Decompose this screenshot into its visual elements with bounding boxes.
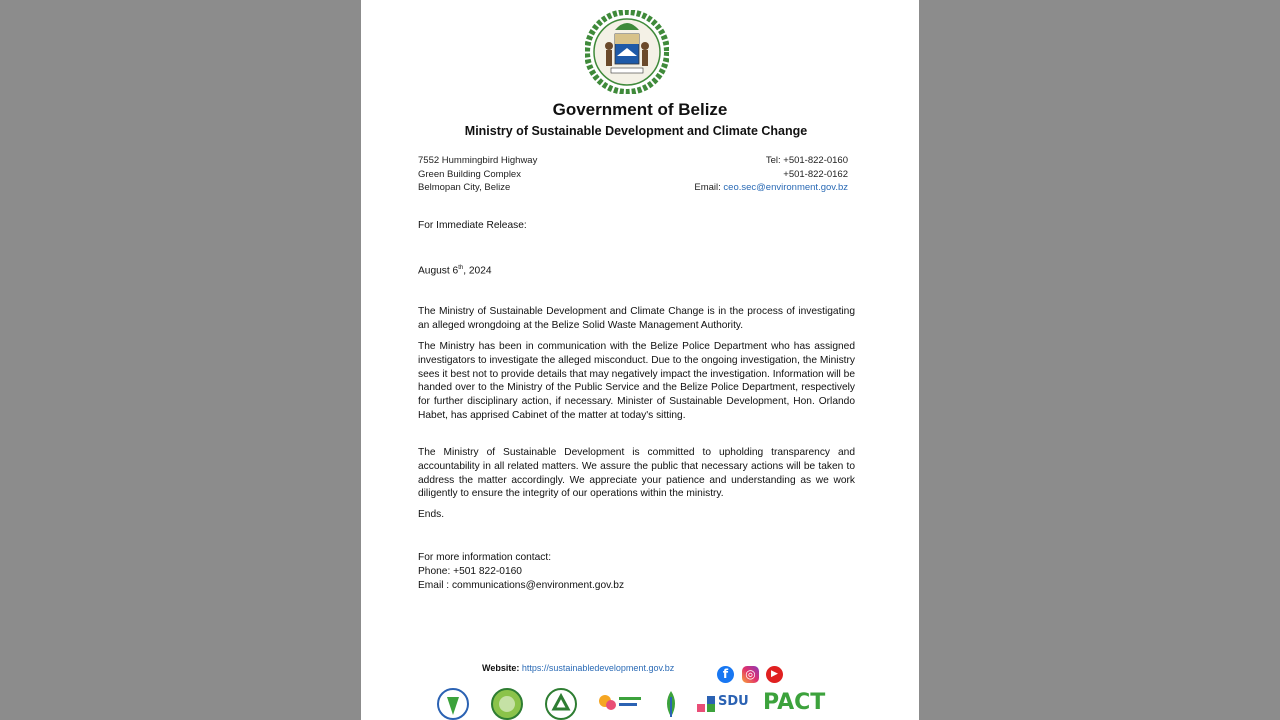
address-line: Green Building Complex (418, 168, 521, 180)
facebook-icon[interactable]: f (717, 666, 734, 683)
website-line (482, 663, 674, 673)
date-year: , 2024 (463, 265, 492, 277)
paragraph-3: The Ministry of Sustainable Development is committed to upholding transparency and accountability in all related matters. We assure the public that necessary actions will be taken to address the matter accordingly. We appreciate your patience and understanding as we work diligently to ensure the integrity of our operations within the ministry. (418, 447, 855, 500)
belize-coat-of-arms-logo (585, 10, 669, 94)
phone-line: Phone: +501 822-0160 (418, 565, 522, 577)
address-block (418, 154, 537, 195)
more-info-heading: For more information contact: (418, 552, 552, 563)
more-info-block (418, 551, 855, 592)
government-title: Government of Belize (552, 100, 728, 119)
youtube-icon[interactable]: ▶ (766, 666, 783, 683)
recycle-logo (543, 687, 579, 720)
email-label: Email: (694, 182, 721, 193)
tel-number: +501-822-0160 (783, 155, 848, 166)
ends-text: Ends. (418, 509, 445, 520)
communications-email: Email : communications@environment.gov.bz (418, 579, 625, 591)
ministry-title: Ministry of Sustainable Development and Climate Change (464, 124, 808, 138)
document-page (361, 0, 919, 720)
contact-block (694, 154, 848, 195)
tel-number-2: +501-822-0162 (783, 168, 848, 180)
sdu-logo-mark (697, 694, 717, 714)
release-notice: For Immediate Release: (418, 220, 527, 231)
partner-logo-1 (435, 687, 471, 720)
partner-logo-2 (489, 687, 525, 720)
partner-logo-5 (659, 687, 683, 720)
tel-label: Tel: (765, 155, 781, 166)
address-line: Belmopan City, Belize (418, 182, 511, 193)
sdu-logo: SDU (718, 694, 749, 709)
partner-logo-4 (595, 687, 643, 720)
paragraph-2: The Ministry has been in communication with the Belize Police Department who has assigned investigators to investigate the alleged misconduct. Due to the ongoing investigation, the Ministry sees it best not to provide details that may negatively impact the investigation. Information will be handed over to the Ministry of the Public Service and the Belize Police Department, respectively for further disciplinary action, if necessary. Minister of Sustainable Development, Hon. Orlando Habet, has apprised Cabinet of the matter at today's sitting. (418, 341, 855, 421)
tel-line (694, 154, 848, 168)
date-suffix: th (458, 265, 464, 271)
pact-logo: PACT (763, 690, 826, 715)
date-day: August 6 (418, 265, 459, 277)
website-label: Website: (482, 663, 520, 673)
paragraph-1: The Ministry of Sustainable Development and Climate Change is in the process of investigating an alleged wrongdoing at the Belize Solid Waste Management Authority. (418, 306, 855, 331)
email-line (694, 181, 848, 195)
address-line: 7552 Hummingbird Highway (418, 155, 538, 166)
website-link[interactable]: https://sustainabledevelopment.gov.bz (521, 663, 675, 673)
release-date (418, 262, 855, 278)
ceo-email-link[interactable]: ceo.sec@environment.gov.bz (723, 182, 848, 193)
instagram-icon[interactable]: ◎ (742, 666, 759, 683)
